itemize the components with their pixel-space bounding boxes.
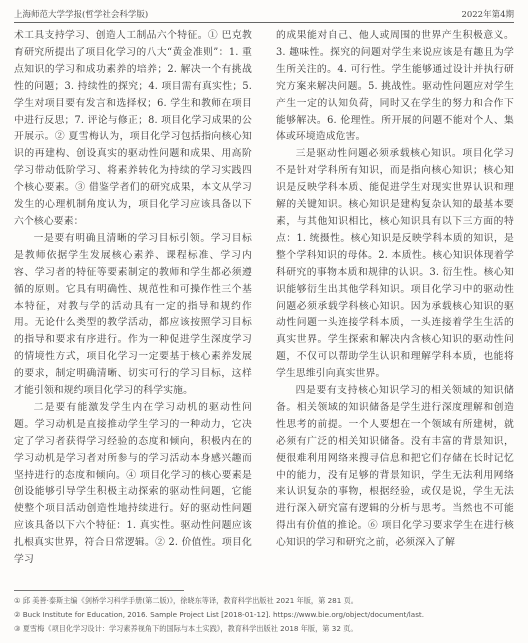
footnote-rule bbox=[14, 590, 184, 591]
left-column bbox=[14, 28, 252, 569]
footnote: ② Buck Institute for Education, 2016. Sample Project List [2018-01-12]. https://www.bie.org/object/document/last. bbox=[14, 610, 425, 619]
footnotes bbox=[14, 594, 514, 636]
paragraph: 二是要有能激发学生内在学习动机的驱动性问题。学习动机是直接推动学生学习的一种动力，它决定了学习者获得学习经验的态度和倾向，积极内在的学习动机是学习者对所参与的学习活动本身感兴趣而坚持进行的态度和倾向。④ 项目化学习的核心要素是创设能够引导学生积极主动探索的驱动性问题，它能使整个项目活动创造性地持续进行。好的驱动性问题应该具备以下六个特征：1. 真实性。驱动性问题应该扎根真实世界，符合日常逻辑。② 2. 价值性。项目化学习 bbox=[14, 401, 252, 566]
footnote: ① 邱 美善·泰斯主编《剑桥学习科学手册(第二版)》，徐晓东等译，教育科学出版社 2021 年版，第 281 页。 bbox=[14, 596, 358, 605]
issue-number: 2022年第4期 bbox=[461, 10, 514, 20]
paragraph: 四是要有支持核心知识学习的相关领域的知识储备。相关领域的知识储备是学生进行深度理解和创造性思考的前提。一个人要想在一个领域有所建树，就必须有广泛的相关知识储备。没有丰富的背景知识，便很难利用网络来搜寻信息和把它们存储在长时记忆中的能力，没有足够的背景知识，学生无法利用网络来认识复杂的事物，根据经验，或仅是说，学生无法进行深入研究富有逻辑的分析与思考。当然也不可能得出有价值的推论。⑥ 项目化学习要求学生在进行核心知识的学习和研究之前，必须深入了解 bbox=[276, 385, 514, 549]
header-rule bbox=[14, 22, 514, 23]
running-header bbox=[14, 4, 514, 20]
footnote: ③ 夏雪梅《项目化学习设计：学习素养视角下的国际与本土实践》，教育科学出版社 2018 年版，第 32 页。 bbox=[14, 624, 358, 633]
journal-name: 上海师范大学学报(哲学社会科学版) bbox=[14, 10, 149, 20]
right-column bbox=[276, 28, 514, 552]
paragraph: 术工具支持学习、创造人工制品六个特征。① 巴克教育研究所提出了项目化学习的八大“黄金准则”：1. 重点知识的学习和成功素养的培养；2. 解决一个有挑战性的问题；3. 持续性的探究；4. 项目需有真实性；5. 学生对项目要有发言和选择权；6. 学生和教师在项目中进行反思；7. 评论与修正；8. 项目化学习成果的公开展示。② 夏雪梅认为，项目化学习包括指向核心知识的再建构、创设真实的驱动性问题和成果、用高阶学习带动低阶学习、将素养转化为持续的学习实践四个核心要素。③ 借鉴学者们的研究成果，本文从学习发生的心理机制角度认为，项目化学习应该具备以下六个核心要素： bbox=[14, 30, 252, 227]
paragraph: 三是驱动性问题必须承载核心知识。项目化学习不是针对学科所有知识，而是指向核心知识；核心知识是反映学科本质、能促进学生对现实世界认识和理解的关键知识。核心知识是建构复杂认知的最基本要素，与其他知识相比，核心知识具有以下三方面的特点：1. 统摄性。核心知识是反映学科本质的知识，是整个学科知识的母体。2. 本质性。核心知识体现着学科研究的事物本质和规律的认识。3. 衍生性。核心知识能够衍生出其他学科知识。项目化学习中的驱动性问题必须承载学科核心知识。因为承载核心知识的驱动性问题一头连接学科本质，一头连接着学生生活的真实世界。学生探索和解决内含核心知识的驱动性问题，不仅可以帮助学生认识和理解学科本质，也能将学生思维引向真实世界。 bbox=[276, 148, 514, 380]
paragraph: 一是要有明确且清晰的学习目标引领。学习目标是教师依据学生发展核心素养、课程标准、学习内容、学习者的特征等要素制定的教师和学生都必须遵循的原则。它具有明确性、规范性和可操作性三个基本特征，对教与学的活动具有一定的指导和规约作用。无论什么类型的教学活动，都应该按照学习目标的指导和要求有序进行。作为一种促进学生深度学习的情境性方式，项目化学习一定要基于核心素养发展的要求，制定明确清晰、切实可行的学习目标，这样才能引领和规约项目化学习的科学实施。 bbox=[14, 232, 252, 397]
paragraph: 的成果能对自己、他人或周围的世界产生积极意义。3. 趣味性。探究的问题对学生来说应该是有趣且为学生所关注的。4. 可行性。学生能够通过设计并执行研究方案来解决问题。5. 挑战性。驱动性问题应对学生产生一定的认知负荷，同时又在学生的努力和合作下能够解决。6. 伦理性。所开展的问题不能对个人、集体或环境造成危害。 bbox=[276, 30, 514, 143]
